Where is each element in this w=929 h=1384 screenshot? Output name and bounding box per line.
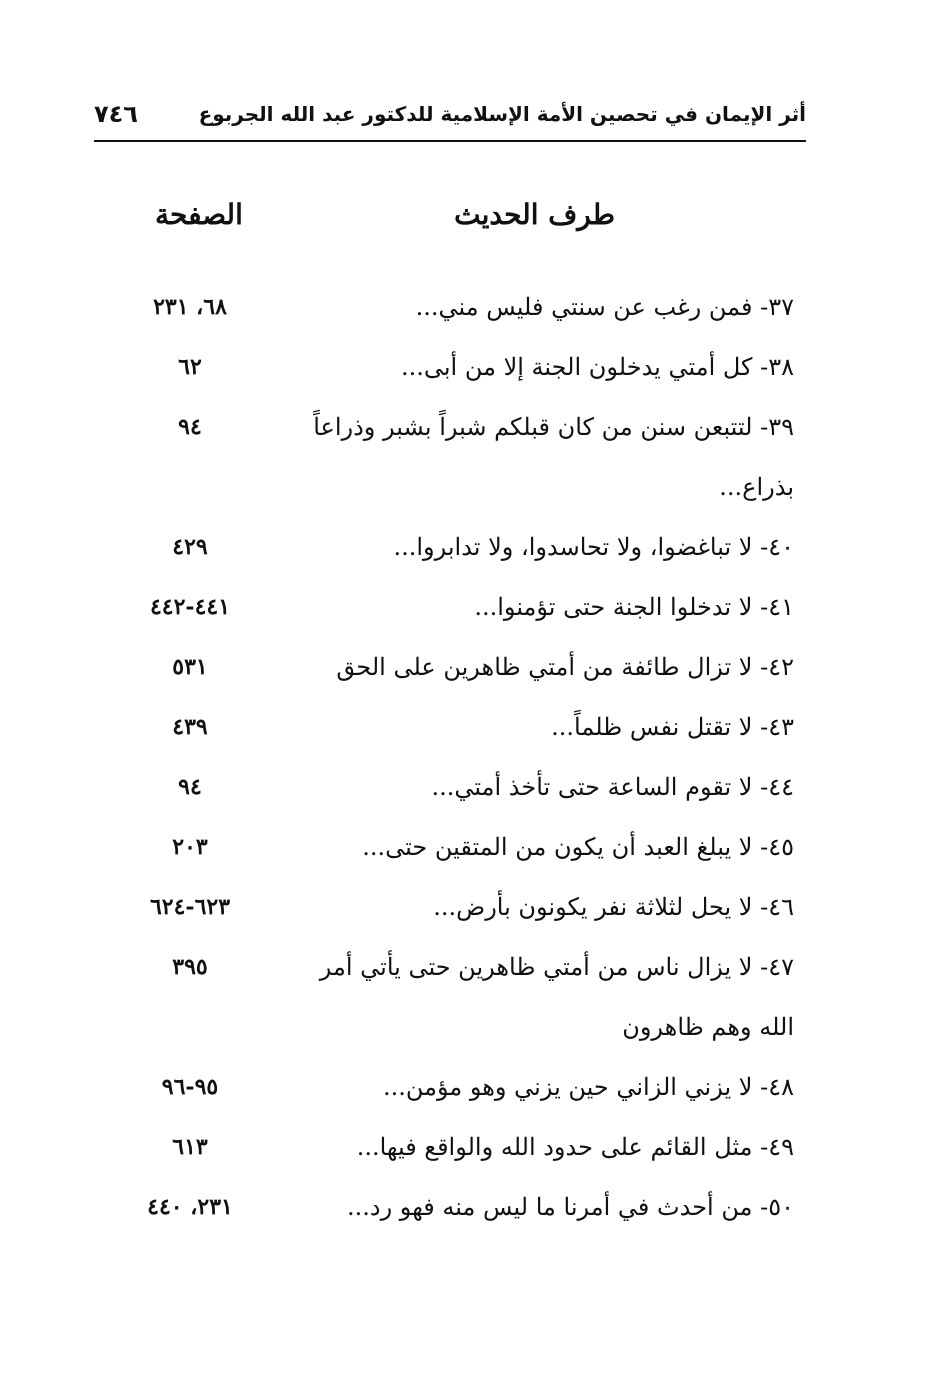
index-entry: [0, 346, 929, 406]
page-ref: ٩٤: [178, 774, 202, 800]
index-entry: [0, 586, 929, 646]
hadith-text-continuation: بذراع...: [719, 473, 794, 501]
index-entry: [0, 826, 929, 886]
hadith-text: ٤٣- لا تقتل نفس ظلماً...: [551, 713, 794, 741]
column-header-hadith: طرف الحديث: [454, 198, 615, 231]
index-entry: [0, 766, 929, 826]
index-entry: [0, 526, 929, 586]
page-ref: ٦٨، ٢٣١: [153, 294, 227, 320]
page-ref: ٥٣١: [172, 654, 208, 680]
entry-line: [0, 766, 929, 826]
entry-line: [0, 346, 929, 406]
entry-line: [0, 526, 929, 586]
running-header: [94, 100, 806, 142]
book-title: أثر الإيمان في تحصين الأمة الإسلامية للدكتور عبد الله الجربوع: [198, 102, 806, 126]
page-ref: ٢٠٣: [172, 834, 208, 860]
hadith-text: ٤٨- لا يزني الزاني حين يزني وهو مؤمن...: [382, 1073, 794, 1101]
hadith-text: ٣٧- فمن رغب عن سنتي فليس مني...: [415, 293, 794, 321]
page-ref: ٩٤: [178, 414, 202, 440]
hadith-text: ٤٤- لا تقوم الساعة حتى تأخذ أمتي...: [431, 773, 794, 801]
index-entry: [0, 946, 929, 1066]
column-header-page: الصفحة: [155, 198, 243, 231]
entry-line: [0, 1066, 929, 1126]
entry-line: [0, 646, 929, 706]
entry-line: [0, 586, 929, 646]
hadith-text: ٣٩- لتتبعن سنن من كان قبلكم شبراً بشبر وذراعاً: [313, 413, 794, 441]
page-ref: ٩٥-٩٦: [161, 1074, 219, 1100]
entry-line: [0, 886, 929, 946]
page-ref: ٤٣٩: [172, 714, 208, 740]
entry-continuation-line: [0, 1006, 929, 1066]
index-entry: [0, 646, 929, 706]
entry-line: [0, 1186, 929, 1246]
page-ref: ٦١٣: [172, 1134, 208, 1160]
entry-line: [0, 706, 929, 766]
hadith-text: ٤٠- لا تباغضوا، ولا تحاسدوا، ولا تدابروا...: [393, 533, 794, 561]
page-ref: ٣٩٥: [172, 954, 208, 980]
hadith-text: ٤٢- لا تزال طائفة من أمتي ظاهرين على الحق: [336, 653, 794, 681]
hadith-text: ٤٧- لا يزال ناس من أمتي ظاهرين حتى يأتي أمر: [319, 953, 794, 981]
index-entry: [0, 1186, 929, 1246]
hadith-text: ٤٦- لا يحل لثلاثة نفر يكونون بأرض...: [433, 893, 794, 921]
page-ref: ٢٣١، ٤٤٠: [147, 1194, 233, 1220]
hadith-text: ٤٥- لا يبلغ العبد أن يكون من المتقين حتى...: [362, 833, 794, 861]
entry-line: [0, 286, 929, 346]
hadith-text: ٤٩- مثل القائم على حدود الله والواقع فيها...: [356, 1133, 794, 1161]
index-entry: [0, 1126, 929, 1186]
page-ref: ٤٢٩: [172, 534, 208, 560]
hadith-text-continuation: الله وهم ظاهرون: [622, 1013, 794, 1041]
entry-line: [0, 406, 929, 466]
page-ref: ٦٢: [178, 354, 202, 380]
entry-continuation-line: [0, 466, 929, 526]
page-ref: ٦٢٣-٦٢٤: [149, 894, 231, 920]
index-entry: [0, 1066, 929, 1126]
index-entry: [0, 406, 929, 526]
index-entry: [0, 286, 929, 346]
index-entry: [0, 886, 929, 946]
hadith-text: ٤١- لا تدخلوا الجنة حتى تؤمنوا...: [474, 593, 794, 621]
entry-line: [0, 946, 929, 1006]
entry-line: [0, 826, 929, 886]
entry-line: [0, 1126, 929, 1186]
hadith-text: ٥٠- من أحدث في أمرنا ما ليس منه فهو رد...: [347, 1193, 794, 1221]
page-ref: ٤٤١-٤٤٢: [149, 594, 231, 620]
hadith-index-list: [0, 286, 929, 1246]
hadith-text: ٣٨- كل أمتي يدخلون الجنة إلا من أبى...: [400, 353, 794, 381]
index-entry: [0, 706, 929, 766]
page-number: ٧٤٦: [94, 100, 138, 128]
